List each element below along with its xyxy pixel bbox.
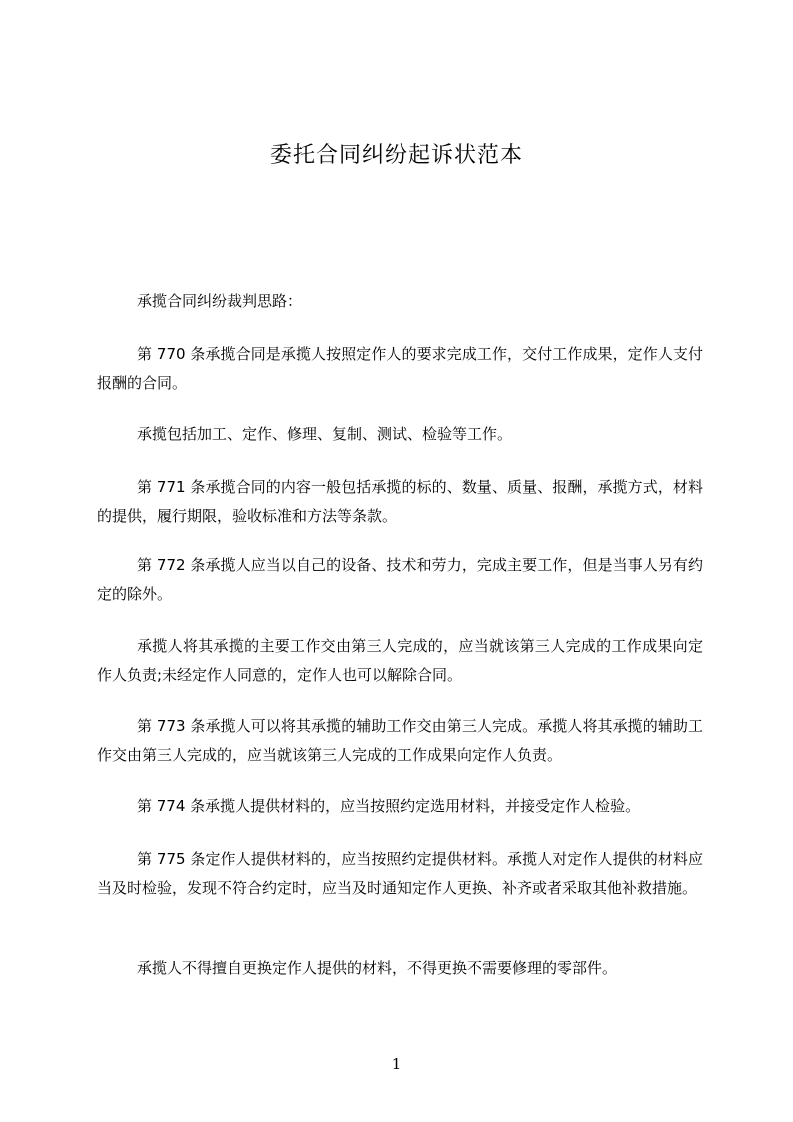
paragraph-1: 承揽合同纠纷裁判思路：: [137, 292, 303, 310]
paragraph-10: 承揽人不得擅自更换定作人提供的材料，不得更换不需要修理的零部件。: [137, 959, 618, 977]
paragraph-4: 第 771 条承揽合同的内容一般包括承揽的标的、数量、质量、报酬，承揽方式，材料的提供，履行期限，验收标准和方法等条款。: [97, 478, 703, 525]
paragraph-5: 第 772 条承揽人应当以自己的设备、技术和劳力，完成主要工作，但是当事人另有约定的除外。: [97, 556, 703, 603]
page-number: 1: [391, 1055, 402, 1073]
paragraph-6: 承揽人将其承揽的主要工作交由第三人完成的，应当就该第三人完成的工作成果向定作人负责;未经定作人同意的，定作人也可以解除合同。: [97, 637, 703, 684]
paragraph-8: 第 774 条承揽人提供材料的，应当按照约定选用材料，并接受定作人检验。: [137, 797, 641, 815]
document-title: 委托合同纠纷起诉状范本: [269, 143, 523, 168]
paragraph-3: 承揽包括加工、定作、修理、复制、测试、检验等工作。: [137, 425, 513, 443]
paragraph-2: 第 770 条承揽合同是承揽人按照定作人的要求完成工作，交付工作成果，定作人支付报酬的合同。: [97, 345, 703, 392]
paragraph-9: 第 775 条定作人提供材料的，应当按照约定提供材料。承揽人对定作人提供的材料应当及时检验，发现不符合约定时，应当及时通知定作人更换、补齐或者采取其他补救措施。: [97, 850, 703, 897]
paragraph-7: 第 773 条承揽人可以将其承揽的辅助工作交由第三人完成。承揽人将其承揽的辅助工作交由第三人完成的，应当就该第三人完成的工作成果向定作人负责。: [97, 717, 703, 764]
